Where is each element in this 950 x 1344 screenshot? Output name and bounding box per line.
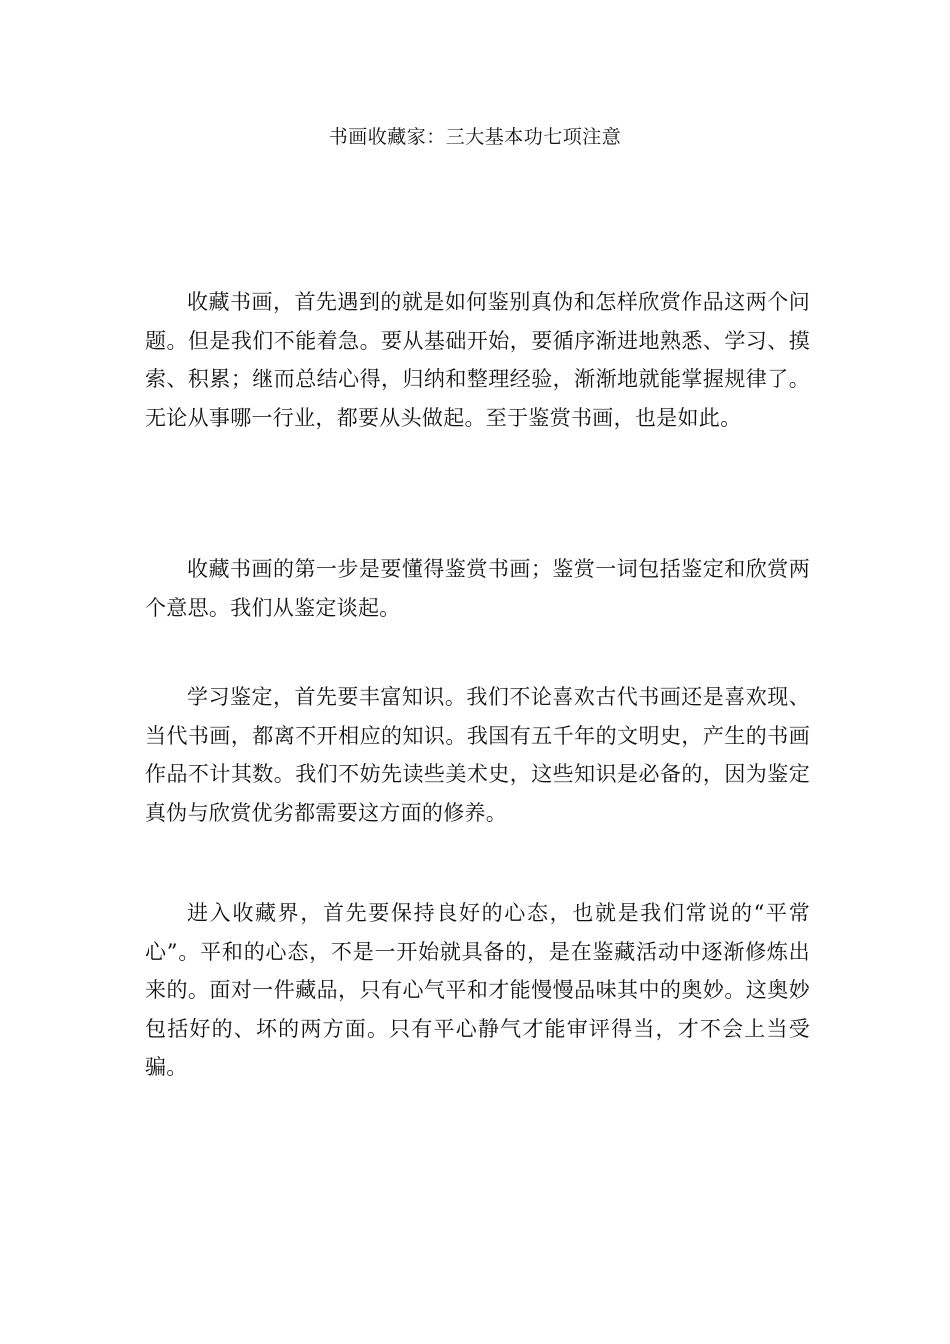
paragraph-1: 收藏书画，首先遇到的就是如何鉴别真伪和怎样欣赏作品这两个问题。但是我们不能着急。要从基础开始，要循序渐进地熟悉、学习、摸索、积累；继而总结心得，归纳和整理经验，渐渐地就能掌握规律了。无论从事哪一行业，都要从头做起。至于鉴赏书画，也是如此。: [145, 290, 810, 430]
document-title: 书画收藏家：三大基本功七项注意: [328, 126, 622, 148]
paragraph-3: 学习鉴定，首先要丰富知识。我们不论喜欢古代书画还是喜欢现、当代书画，都离不开相应的知识。我国有五千年的文明史，产生的书画作品不计其数。我们不妨先读些美术史，这些知识是必备的，因为鉴定真伪与欣赏优劣都需要这方面的修养。: [145, 685, 810, 825]
paragraph-2: 收藏书画的第一步是要懂得鉴赏书画；鉴赏一词包括鉴定和欣赏两个意思。我们从鉴定谈起。: [145, 557, 810, 620]
paragraph-4: 进入收藏界，首先要保持良好的心态，也就是我们常说的“平常心”。平和的心态，不是一开始就具备的，是在鉴藏活动中逐渐修炼出来的。面对一件藏品，只有心气平和才能慢慢品味其中的奥妙。这奥妙包括好的、坏的两方面。只有平心静气才能审评得当，才不会上当受骗。: [145, 901, 810, 1079]
